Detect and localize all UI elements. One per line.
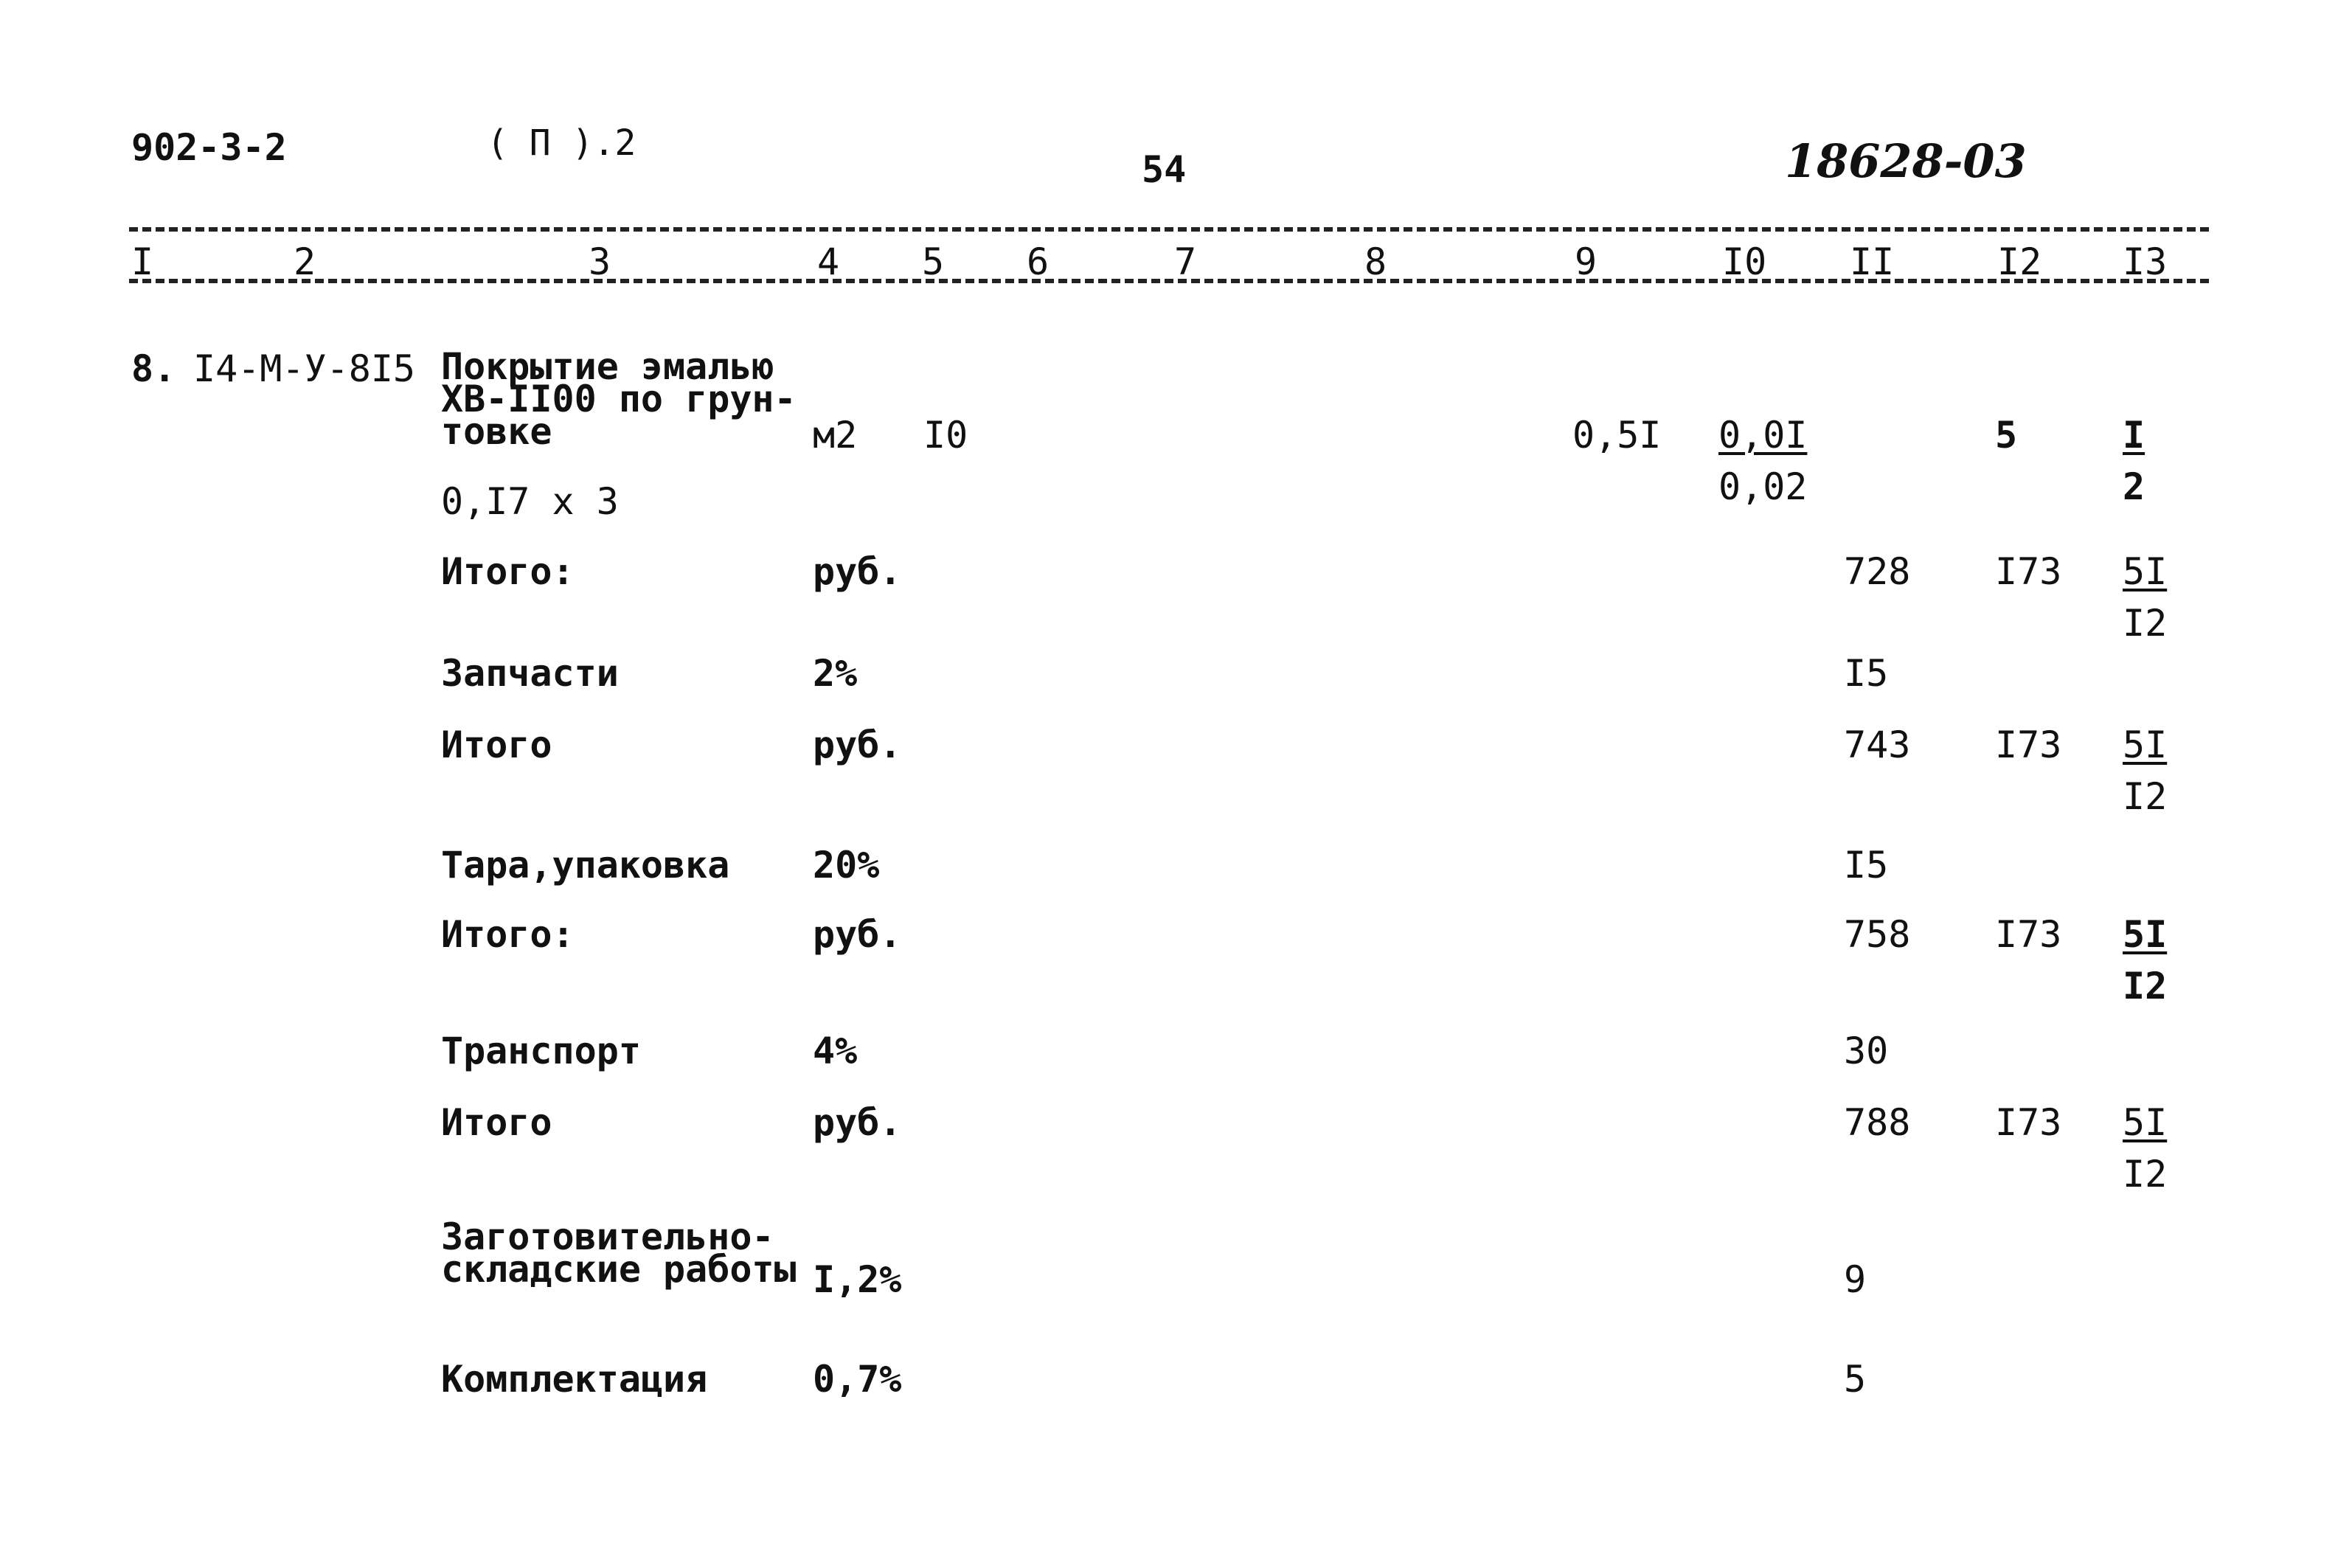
- item-code: I4-М-У-8I5: [193, 347, 416, 390]
- row-col11: I5: [1844, 844, 1889, 887]
- item-col13-bottom: 2: [2123, 465, 2145, 508]
- row-col13-top: 5I: [2123, 724, 2168, 766]
- row-col11: 788: [1844, 1101, 1911, 1144]
- col-13: I3: [2123, 240, 2168, 283]
- col-8: 8: [1364, 240, 1387, 283]
- col-6: 6: [1027, 240, 1050, 283]
- item-number: 8.: [131, 347, 176, 390]
- row-unit: 2%: [813, 652, 858, 695]
- row-col12: I73: [1995, 913, 2062, 956]
- row-col11: 743: [1844, 724, 1911, 766]
- item-col13-top: I: [2123, 414, 2145, 457]
- row-col12: I73: [1995, 724, 2062, 766]
- row-unit: I,2%: [813, 1258, 902, 1301]
- row-col11: 728: [1844, 550, 1911, 593]
- col-1: I: [131, 240, 154, 283]
- row-unit: руб.: [813, 1101, 902, 1144]
- row-col13-bottom: I2: [2123, 965, 2168, 1007]
- col-12: I2: [1997, 240, 2042, 283]
- page-number: 54: [1142, 148, 1187, 191]
- row-label: Итого:: [441, 913, 575, 956]
- row-col13-top: 5I: [2123, 550, 2168, 593]
- col-5: 5: [922, 240, 945, 283]
- row-label: Тара,упаковка: [441, 844, 730, 887]
- row-unit: 0,7%: [813, 1358, 902, 1401]
- row-unit: 4%: [813, 1030, 858, 1072]
- row-col11: 9: [1844, 1258, 1867, 1301]
- row-label: Заготовительно- складские работы: [441, 1215, 797, 1291]
- row-label: Комплектация: [441, 1358, 708, 1401]
- doc-code: 902-3-2: [131, 126, 287, 169]
- col-4: 4: [817, 240, 840, 283]
- row-col13-bottom: I2: [2123, 1153, 2168, 1196]
- item-quantity: I0: [923, 414, 968, 457]
- row-unit: руб.: [813, 724, 902, 766]
- col-9: 9: [1575, 240, 1598, 283]
- row-col13-bottom: I2: [2123, 775, 2168, 818]
- col-10: I0: [1722, 240, 1767, 283]
- item-unit: м2: [813, 414, 858, 457]
- row-label: Запчасти: [441, 652, 619, 695]
- row-col12: I73: [1995, 550, 2062, 593]
- header-bottom-rule: [129, 279, 2209, 283]
- row-col12: I73: [1995, 1101, 2062, 1144]
- row-col13-top: 5I: [2123, 913, 2168, 956]
- row-col13-bottom: I2: [2123, 602, 2168, 645]
- registry-number: 18628-03: [1785, 134, 2027, 188]
- item-col9: 0,5I: [1572, 414, 1662, 457]
- section-label: ( П ).2: [487, 122, 636, 164]
- item-description: Покрытие эмалью ХВ-II00 по грун- товке: [441, 345, 797, 453]
- item-col10-top: 0,0I: [1718, 414, 1808, 457]
- row-label: Итого: [441, 1101, 552, 1144]
- row-col11: 758: [1844, 913, 1911, 956]
- row-col13-top: 5I: [2123, 1101, 2168, 1144]
- row-col11: 5: [1844, 1358, 1867, 1401]
- header-top-rule: [129, 227, 2209, 232]
- row-label: Транспорт: [441, 1030, 641, 1072]
- row-unit: руб.: [813, 913, 902, 956]
- col-7: 7: [1174, 240, 1197, 283]
- item-formula: 0,I7 х 3: [441, 480, 619, 523]
- item-col12: 5: [1995, 414, 2018, 457]
- row-label: Итого:: [441, 550, 575, 593]
- row-unit: 20%: [813, 844, 880, 887]
- col-2: 2: [294, 240, 316, 283]
- item-col10-bottom: 0,02: [1718, 465, 1808, 508]
- row-col11: 30: [1844, 1030, 1889, 1072]
- col-3: 3: [589, 240, 611, 283]
- row-col11: I5: [1844, 652, 1889, 695]
- col-11: II: [1850, 240, 1895, 283]
- row-label: Итого: [441, 724, 552, 766]
- row-unit: руб.: [813, 550, 902, 593]
